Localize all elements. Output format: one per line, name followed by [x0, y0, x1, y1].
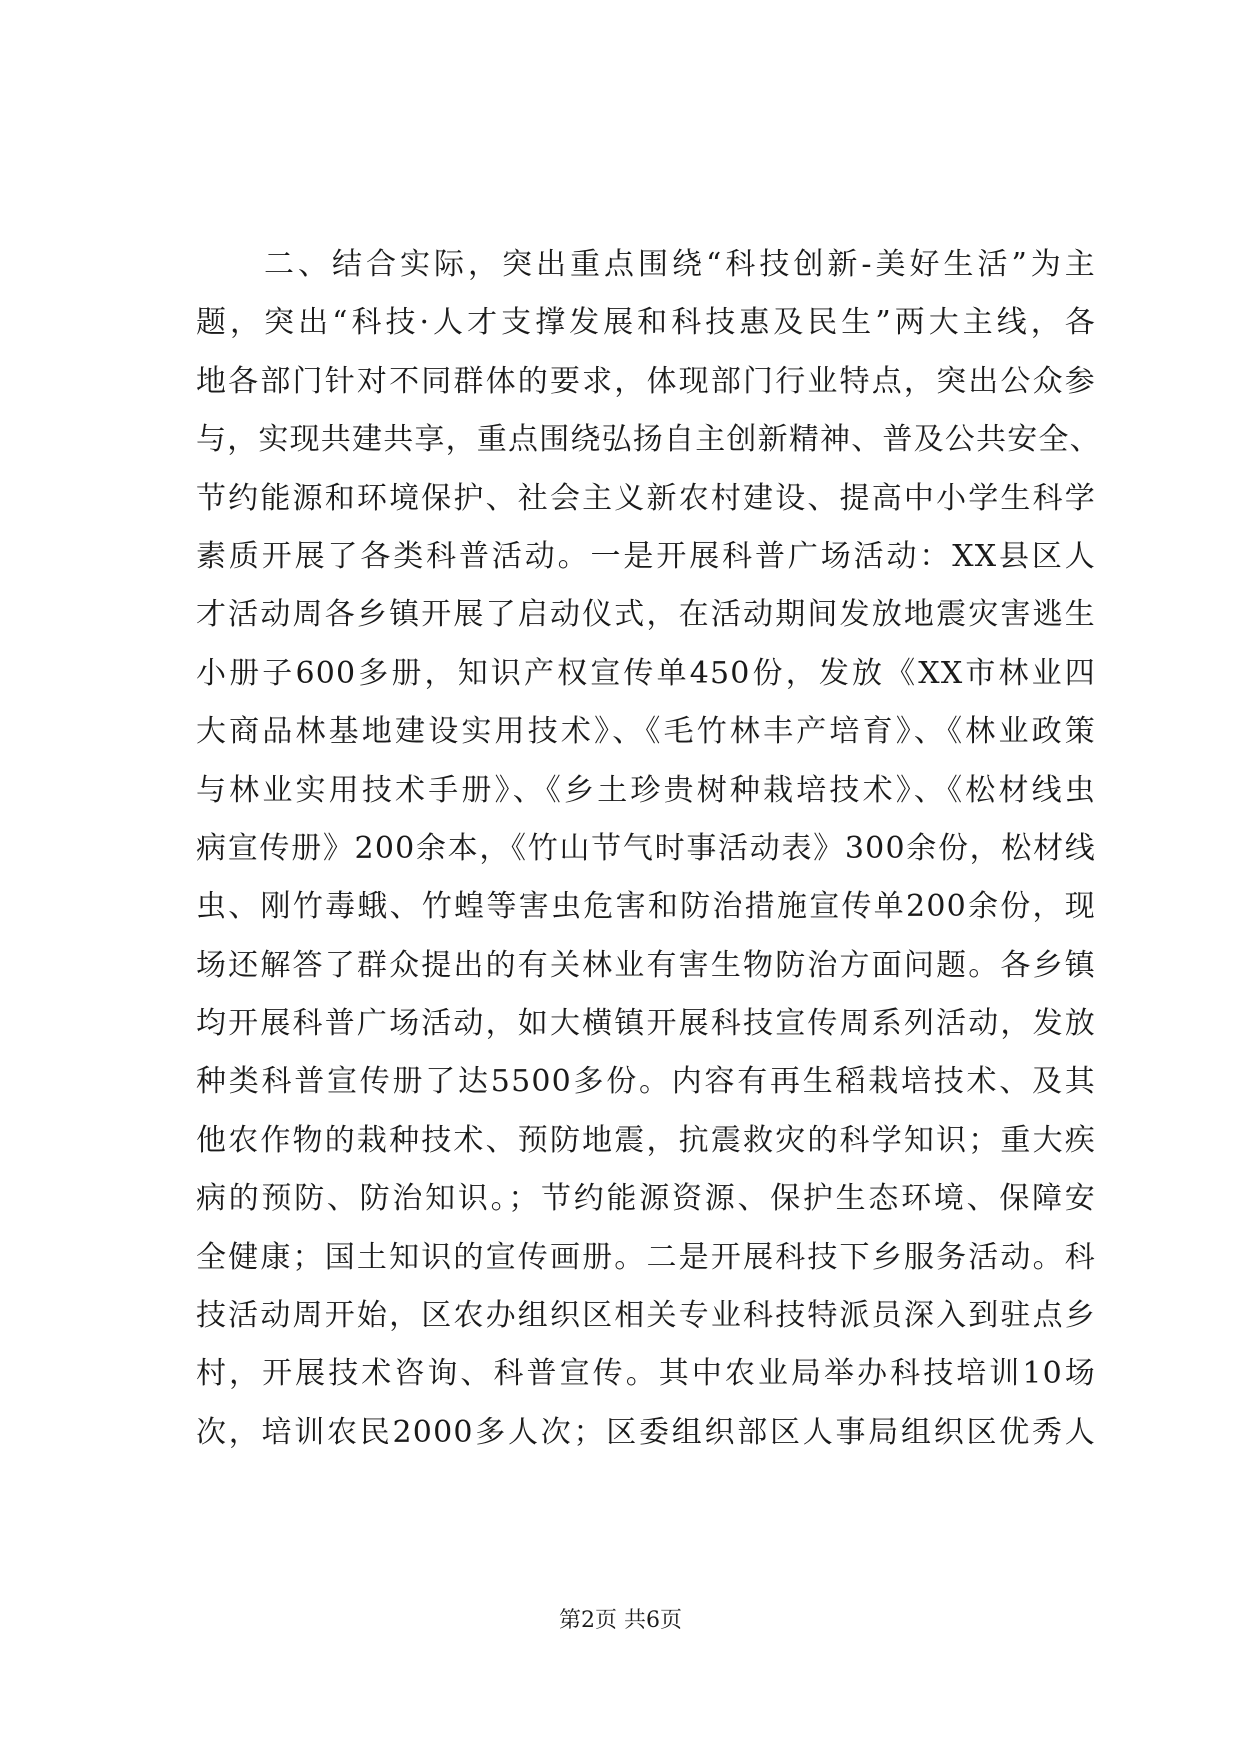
text-line: 虫、刚竹毒蛾、竹蝗等害虫危害和防治措施宣传单200余份，现 — [196, 889, 1096, 925]
page-footer: 第2页 共6页 — [559, 1608, 682, 1633]
text-line: 二、结合实际，突出重点围绕“科技创新-美好生活”为主 — [196, 247, 1096, 282]
text-line: 技活动周开始，区农办组织区相关专业科技特派员深入到驻点乡 — [196, 1298, 1096, 1334]
text-line: 题，突出“科技·人才支撑发展和科技惠及民生”两大主线，各 — [196, 305, 1096, 341]
text-line: 村，开展技术咨询、科普宣传。其中农业局举办科技培训10场 — [196, 1356, 1096, 1392]
body-paragraph — [196, 236, 1101, 1462]
text-line: 场还解答了群众提出的有关林业有害生物防治方面问题。各乡镇 — [196, 947, 1096, 983]
text-line: 种类科普宣传册了达5500多份。内容有再生稻栽培技术、及其 — [196, 1064, 1096, 1100]
text-line: 病的预防、防治知识。；节约能源资源、保护生态环境、保障安 — [196, 1181, 1096, 1217]
text-line: 病宣传册》200余本，《竹山节气时事活动表》300余份，松材线 — [196, 830, 1096, 866]
text-line: 全健康；国土知识的宣传画册。二是开展科技下乡服务活动。科 — [196, 1239, 1096, 1275]
text-line: 地各部门针对不同群体的要求，体现部门行业特点，突出公众参 — [196, 363, 1096, 399]
text-line: 素质开展了各类科普活动。一是开展科普广场活动：XX县区人 — [196, 538, 1096, 574]
text-line: 他农作物的栽种技术、预防地震，抗震救灾的科学知识；重大疾 — [196, 1122, 1096, 1158]
text-line: 才活动周各乡镇开展了启动仪式，在活动期间发放地震灾害逃生 — [196, 597, 1096, 633]
text-line: 节约能源和环境保护、社会主义新农村建设、提高中小学生科学 — [196, 480, 1096, 516]
text-line: 次，培训农民2000多人次；区委组织部区人事局组织区优秀人 — [196, 1414, 1096, 1450]
text-line: 与，实现共建共享，重点围绕弘扬自主创新精神、普及公共安全、 — [196, 422, 1101, 458]
text-line: 均开展科普广场活动，如大横镇开展科技宣传周系列活动，发放 — [196, 1006, 1096, 1042]
text-line: 大商品林基地建设实用技术》、《毛竹林丰产培育》、《林业政策 — [196, 714, 1096, 750]
text-line: 与林业实用技术手册》、《乡土珍贵树种栽培技术》、《松材线虫 — [196, 772, 1096, 808]
text-line: 小册子600多册，知识产权宣传单450份，发放《XX市林业四 — [196, 655, 1096, 691]
